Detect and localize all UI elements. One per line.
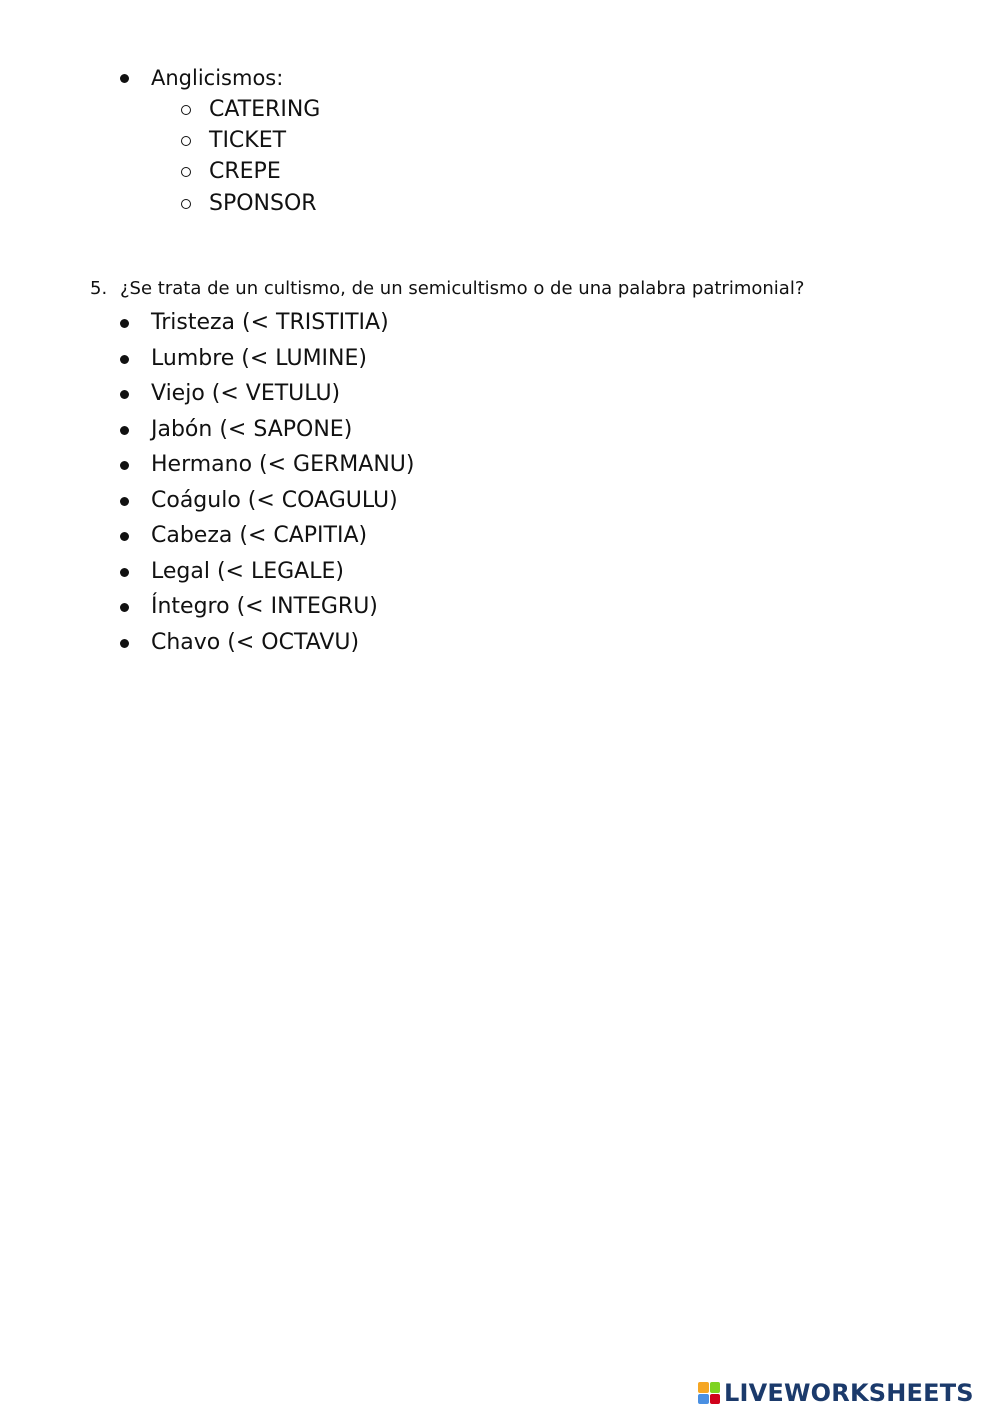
word-item [120, 632, 359, 654]
bullet-dot [120, 74, 129, 83]
logo-text: LIVEWORKSHEETS [724, 1379, 974, 1407]
word-text: Tristeza (< TRISTITIA) [151, 310, 389, 335]
word-item [120, 596, 378, 618]
question-5 [90, 280, 804, 298]
bullet-dot [120, 390, 129, 399]
sub-bullet-circle [181, 199, 191, 209]
word-item [120, 454, 414, 476]
anglicismos-bullet [120, 68, 283, 89]
anglicismo-text: SPONSOR [209, 191, 317, 216]
sub-bullet-circle [181, 167, 191, 177]
word-item [120, 312, 389, 334]
word-text: Hermano (< GERMANU) [151, 452, 415, 477]
word-text: Lumbre (< LUMINE) [151, 346, 367, 371]
anglicismo-text: CATERING [209, 97, 321, 122]
logo-square-icon [710, 1382, 721, 1393]
anglicismo-item [181, 161, 281, 183]
word-item [120, 383, 340, 405]
word-item [120, 561, 344, 583]
anglicismo-item [181, 99, 320, 121]
sub-bullet-circle [181, 136, 191, 146]
word-text: Íntegro (< INTEGRU) [151, 594, 378, 619]
bullet-dot [120, 603, 129, 612]
word-item [120, 348, 367, 370]
bullet-dot [120, 568, 129, 577]
liveworksheets-logo[interactable] [698, 1378, 974, 1408]
bullet-dot [120, 426, 129, 435]
sub-bullet-circle [181, 105, 191, 115]
word-text: Chavo (< OCTAVU) [151, 630, 360, 655]
bullet-dot [120, 355, 129, 364]
anglicismo-item [181, 130, 286, 152]
logo-square-icon [698, 1394, 709, 1405]
bullet-dot [120, 639, 129, 648]
word-item [120, 525, 367, 547]
word-text: Cabeza (< CAPITIA) [151, 523, 368, 548]
question-number: 5. [90, 278, 108, 299]
anglicismo-item [181, 193, 317, 215]
word-text: Coágulo (< COAGULU) [151, 488, 398, 513]
liveworksheets-logo-icon [698, 1382, 720, 1404]
question-text: ¿Se trata de un cultismo, de un semicultismo o de una palabra patrimonial? [120, 278, 805, 299]
logo-square-icon [698, 1382, 709, 1393]
logo-square-icon [710, 1394, 721, 1405]
anglicismo-text: TICKET [209, 128, 287, 153]
bullet-dot [120, 319, 129, 328]
anglicismo-text: CREPE [209, 159, 281, 184]
bullet-dot [120, 497, 129, 506]
word-item [120, 419, 352, 441]
anglicismos-label: Anglicismos: [151, 66, 284, 90]
word-item [120, 490, 398, 512]
bullet-dot [120, 461, 129, 470]
word-text: Jabón (< SAPONE) [151, 417, 353, 442]
word-text: Viejo (< VETULU) [151, 381, 341, 406]
word-text: Legal (< LEGALE) [151, 559, 344, 584]
bullet-dot [120, 532, 129, 541]
